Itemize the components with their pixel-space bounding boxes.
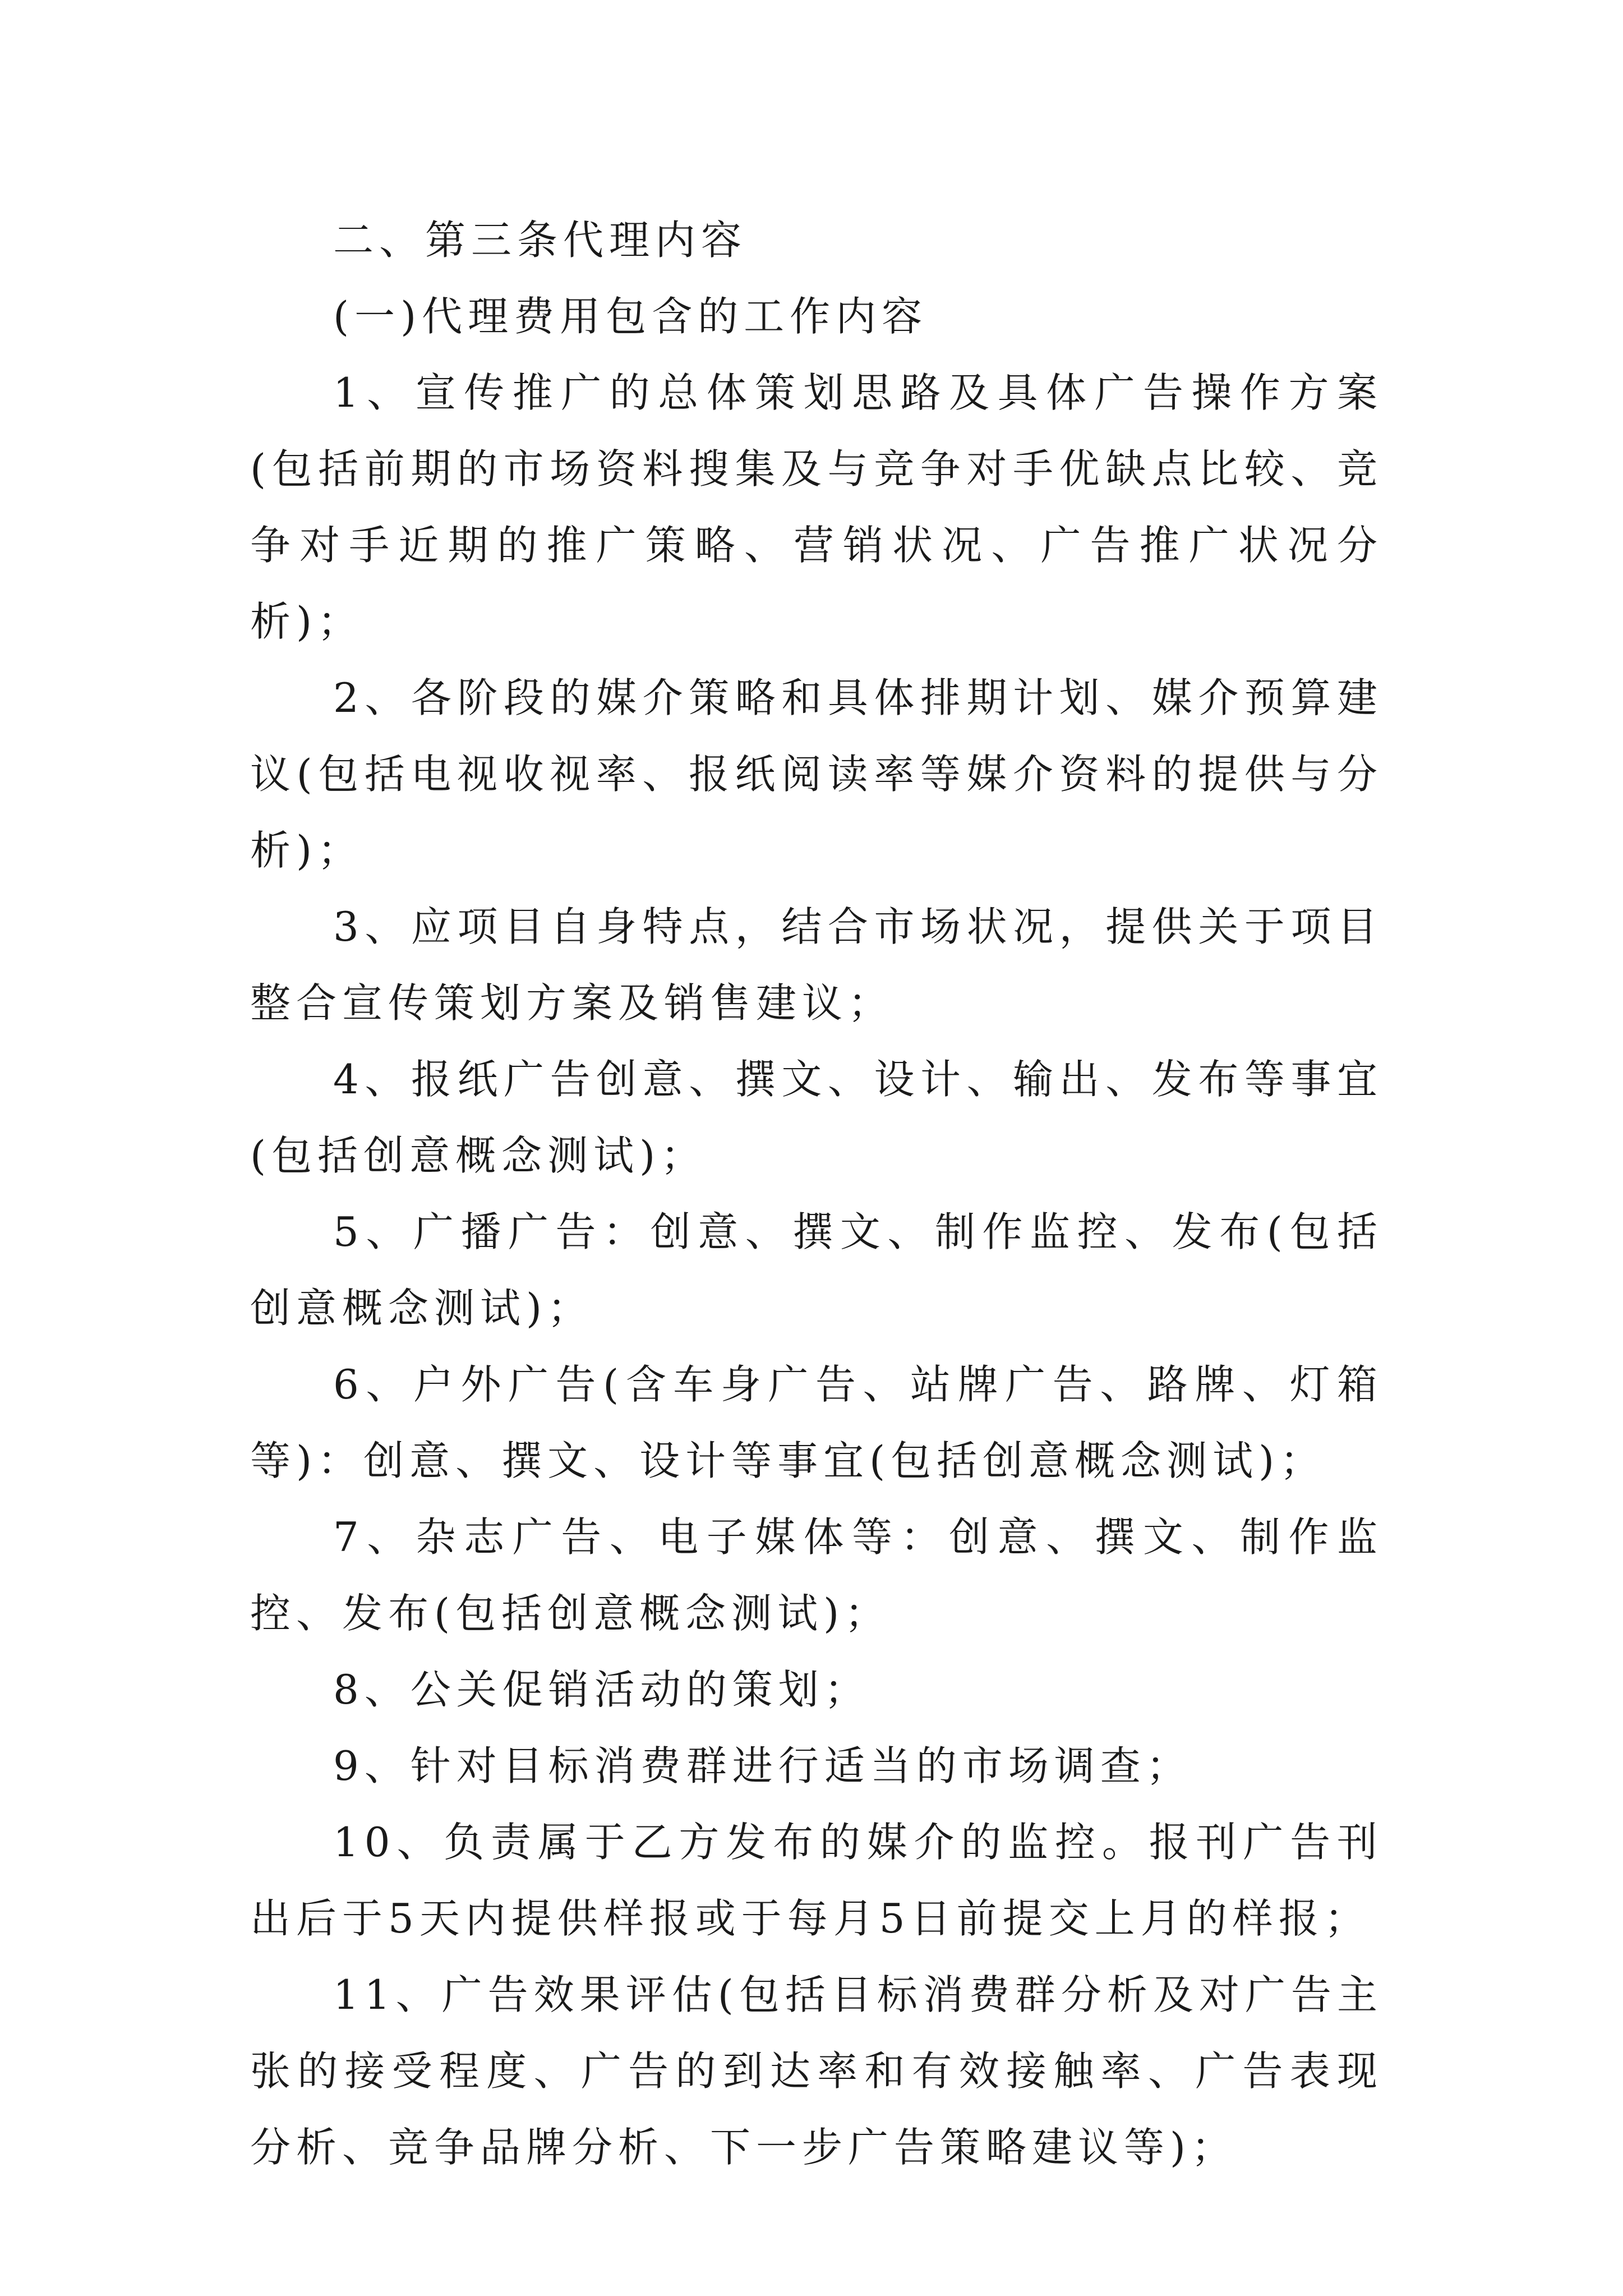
list-item-11: 11、广告效果评估(包括目标消费群分析及对广告主张的接受程度、广告的到达率和有效接触率、广告表现分析、竞争品牌分析、下一步广告策略建议等)； <box>250 1971 1383 2171</box>
list-item-1: 1、宣传推广的总体策划思路及具体广告操作方案(包括前期的市场资料搜集及与竞争对手优缺点比较、竞争对手近期的推广策略、营销状况、广告推广状况分析)； <box>250 369 1383 645</box>
list-item-8: 8、公关促销活动的策划； <box>333 1666 870 1713</box>
list-item-2: 2、各阶段的媒介策略和具体排期计划、媒介预算建议(包括电视收视率、报纸阅读率等媒介资料的提供与分析)； <box>250 674 1383 874</box>
subsection-title: (一)代理费用包含的工作内容 <box>333 293 928 340</box>
list-item-6: 6、户外广告(含车身广告、站牌广告、路牌、灯箱等)：创意、撰文、设计等事宜(包括创意概念测试)； <box>250 1361 1383 1484</box>
list-item-5: 5、广播广告：创意、撰文、制作监控、发布(包括创意概念测试)； <box>250 1208 1383 1332</box>
list-item-9: 9、针对目标消费群进行适当的市场调查； <box>333 1742 1192 1789</box>
list-item-4: 4、报纸广告创意、撰文、设计、输出、发布等事宜(包括创意概念测试)； <box>250 1056 1383 1179</box>
section-title: 二、第三条代理内容 <box>333 217 748 264</box>
list-item-3: 3、应项目自身特点，结合市场状况，提供关于项目整合宣传策划方案及销售建议； <box>250 903 1383 1027</box>
document-body <box>250 202 1383 2185</box>
list-item-7: 7、杂志广告、电子媒体等：创意、撰文、制作监控、发布(包括创意概念测试)； <box>250 1513 1383 1637</box>
list-item-10: 10、负责属于乙方发布的媒介的监控。报刊广告刊出后于5天内提供样报或于每月5日前提交上月的样报； <box>250 1819 1383 1942</box>
